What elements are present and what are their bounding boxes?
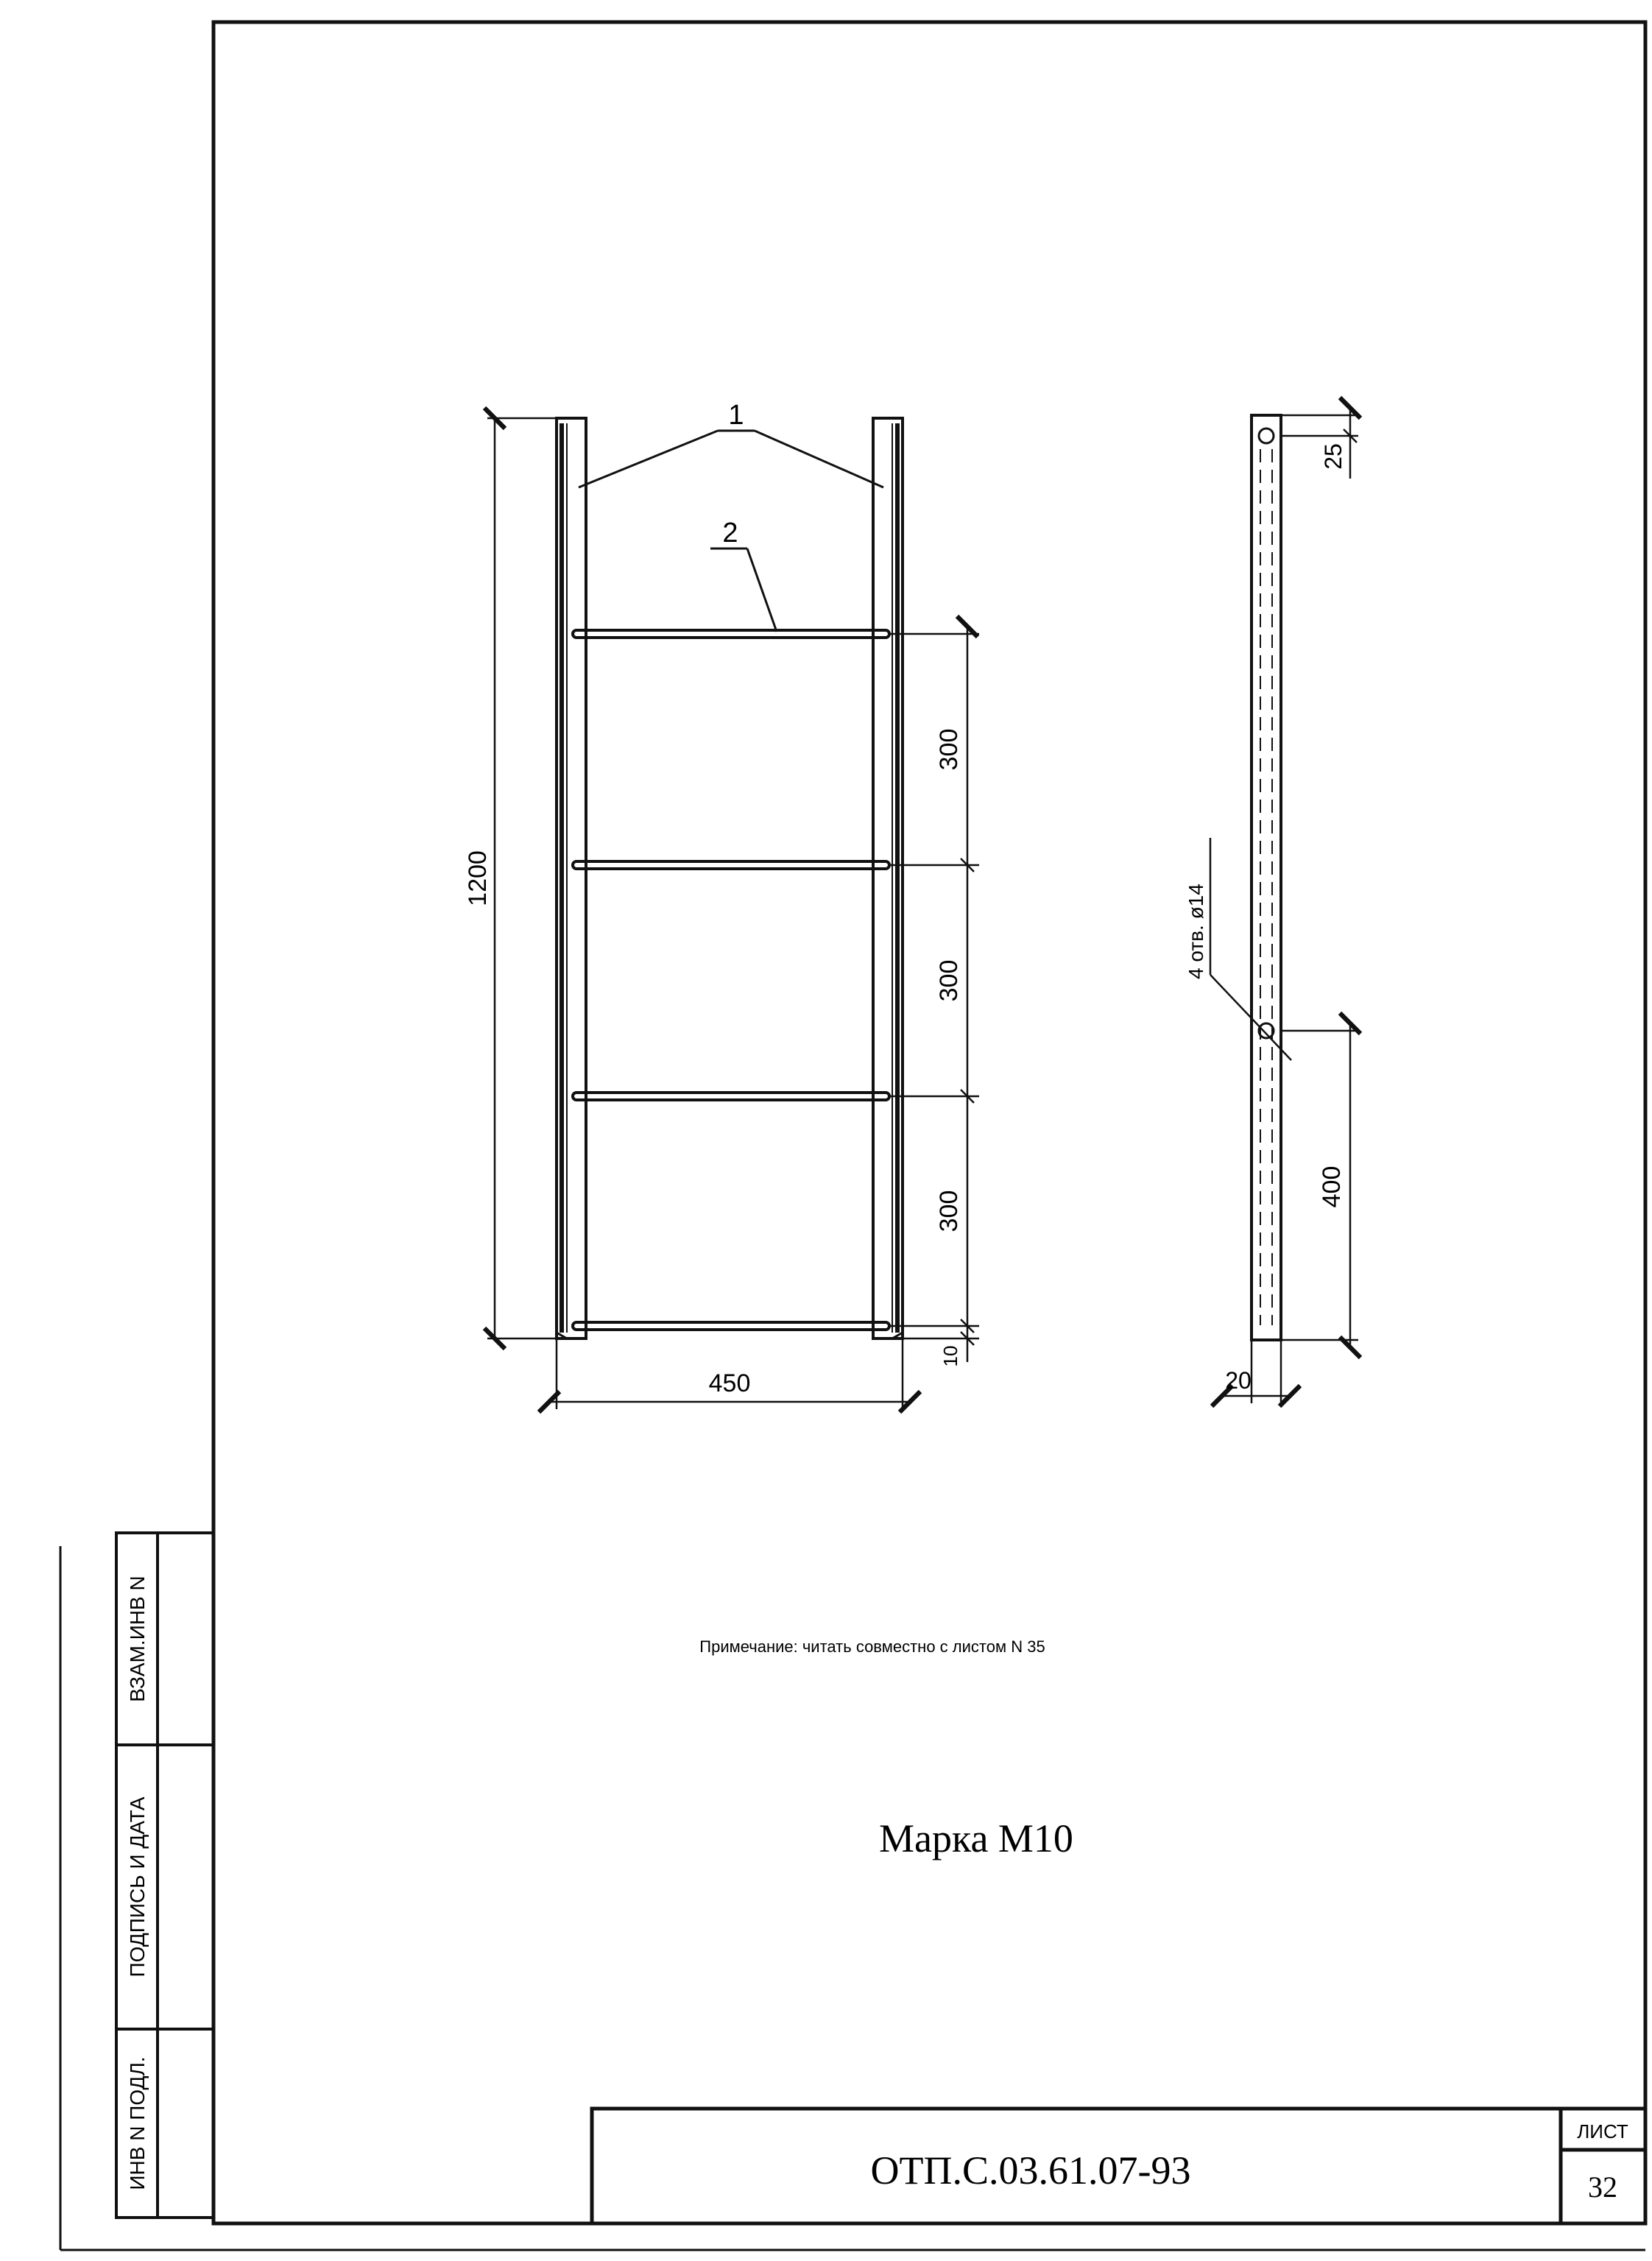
stamp-original-inventory: ИНВ N ПОДЛ. [126, 2056, 149, 2190]
rung-spacing-3: 300 [935, 1190, 963, 1232]
document-code: ОТП.С.03.61.07-93 [870, 2148, 1191, 2193]
sheet-frame [60, 22, 1645, 2250]
drawing-note: Примечание: читать совместно с листом N 35 [699, 1637, 1045, 1656]
hole-callout: 4 отв. ø14 [1185, 883, 1207, 979]
side-width-value: 20 [1225, 1367, 1252, 1394]
stamp-signature-date: ПОДПИСЬ И ДАТА [126, 1796, 149, 1978]
part-label-2: 2 [722, 518, 738, 549]
rung-spacing-1: 300 [935, 728, 963, 771]
part-2-leader [710, 549, 777, 632]
part-1-leader [579, 431, 883, 487]
rung [573, 1322, 889, 1330]
sheet-number: 32 [1588, 2170, 1617, 2204]
mounting-hole [1259, 428, 1274, 443]
width-dimension-value: 450 [708, 1369, 751, 1397]
mark-title: Марка М10 [879, 1816, 1073, 1860]
height-dimension-value: 1200 [464, 850, 492, 906]
left-stile [557, 418, 586, 1338]
foot-pads [557, 1333, 903, 1338]
front-view [464, 400, 979, 1409]
bottom-offset: 10 [939, 1345, 961, 1367]
top-offset-value: 25 [1320, 443, 1346, 470]
stamp-replaced-inventory: ВЗАМ.ИНВ N [126, 1576, 149, 1702]
rung [573, 861, 889, 869]
rungs [573, 630, 889, 1330]
side-view [1185, 408, 1358, 1403]
rung-spacing-2: 300 [935, 959, 963, 1002]
rung [573, 1093, 889, 1100]
sheet-label: ЛИСТ [1577, 2120, 1628, 2142]
part-label-1: 1 [728, 400, 744, 431]
rung [573, 630, 889, 638]
height-dimension [487, 418, 560, 1338]
right-stile [873, 418, 903, 1338]
side-profile [1252, 415, 1281, 1340]
hole-spacing-value: 400 [1318, 1165, 1346, 1208]
